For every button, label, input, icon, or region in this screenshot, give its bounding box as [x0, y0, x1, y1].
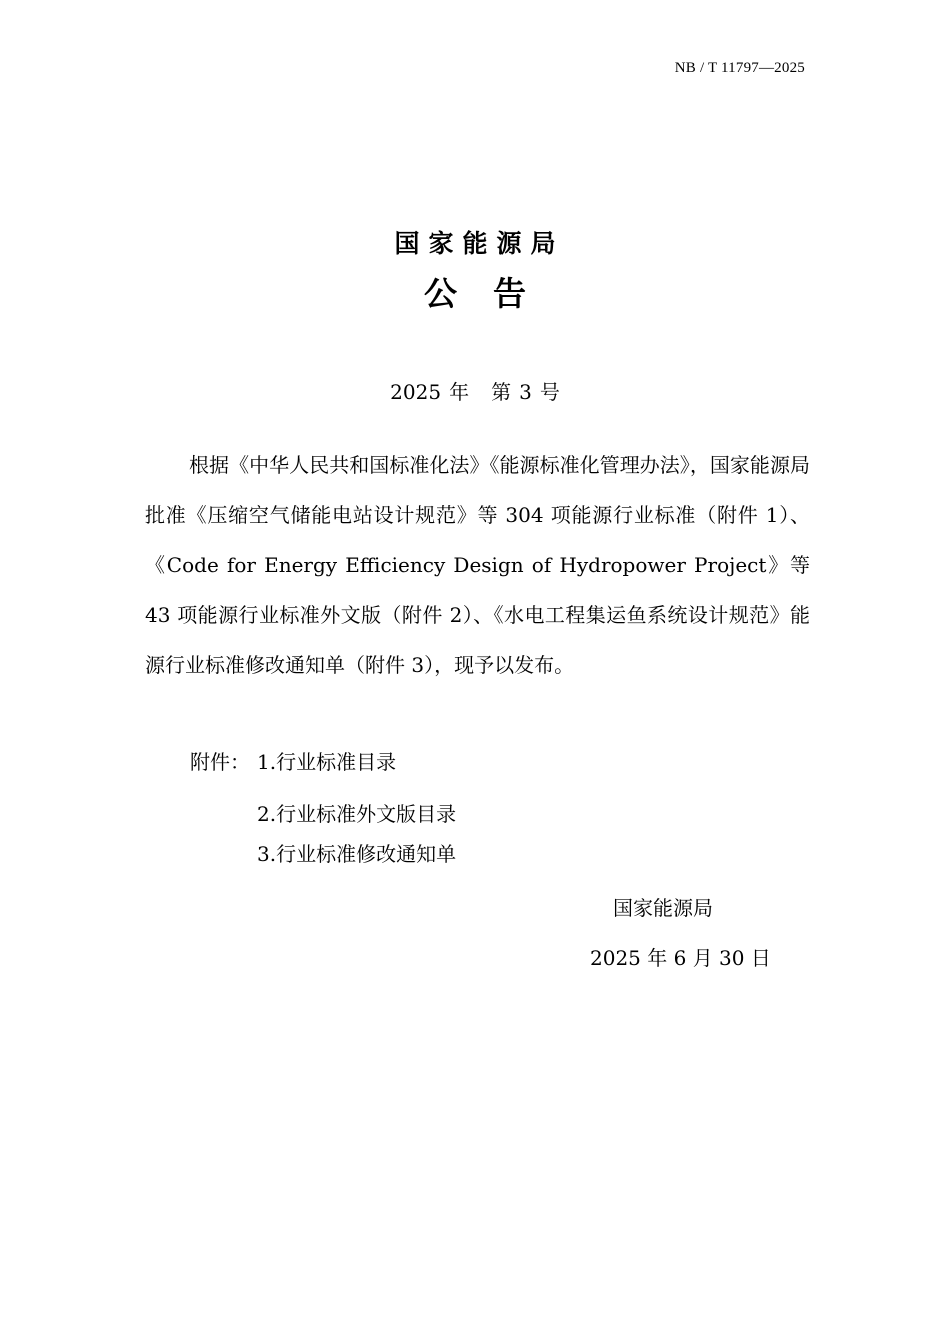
- issuer-title: 国家能源局: [394, 229, 565, 258]
- issue-number-value: 3: [519, 380, 532, 404]
- issue-number-unit: 号: [539, 380, 560, 404]
- signature-organization: 国家能源局: [613, 896, 713, 920]
- attachment-item: 1.行业标准目录: [257, 750, 397, 774]
- issue-year: 2025: [390, 380, 442, 404]
- attachments-label: 附件：: [190, 750, 250, 774]
- attachment-item: 3.行业标准修改通知单: [257, 842, 457, 866]
- signature-date: 2025 年 6 月 30 日: [590, 946, 771, 970]
- standard-code: NB / T 11797—2025: [674, 60, 805, 76]
- announcement-paragraph: 根据《中华人民共和国标准化法》《能源标准化管理办法》，国家能源局批准《压缩空气储能电站设计规范》等 304 项能源行业标准（附件 1）、《Code for Energy Efficiency Design of Hydropower Project》等 43 项能源行业标准外文版（附件 2）、《水电工程集运鱼系统设计规范》能源行业标准修改通知单（附件 3），现予以发布。: [145, 453, 810, 677]
- attachment-item: 2.行业标准外文版目录: [257, 802, 457, 826]
- issue-year-unit: 年: [449, 380, 470, 404]
- issue-number: [0, 376, 950, 405]
- document-type-title: 公告: [424, 274, 562, 313]
- issue-ordinal-prefix: 第: [491, 380, 512, 404]
